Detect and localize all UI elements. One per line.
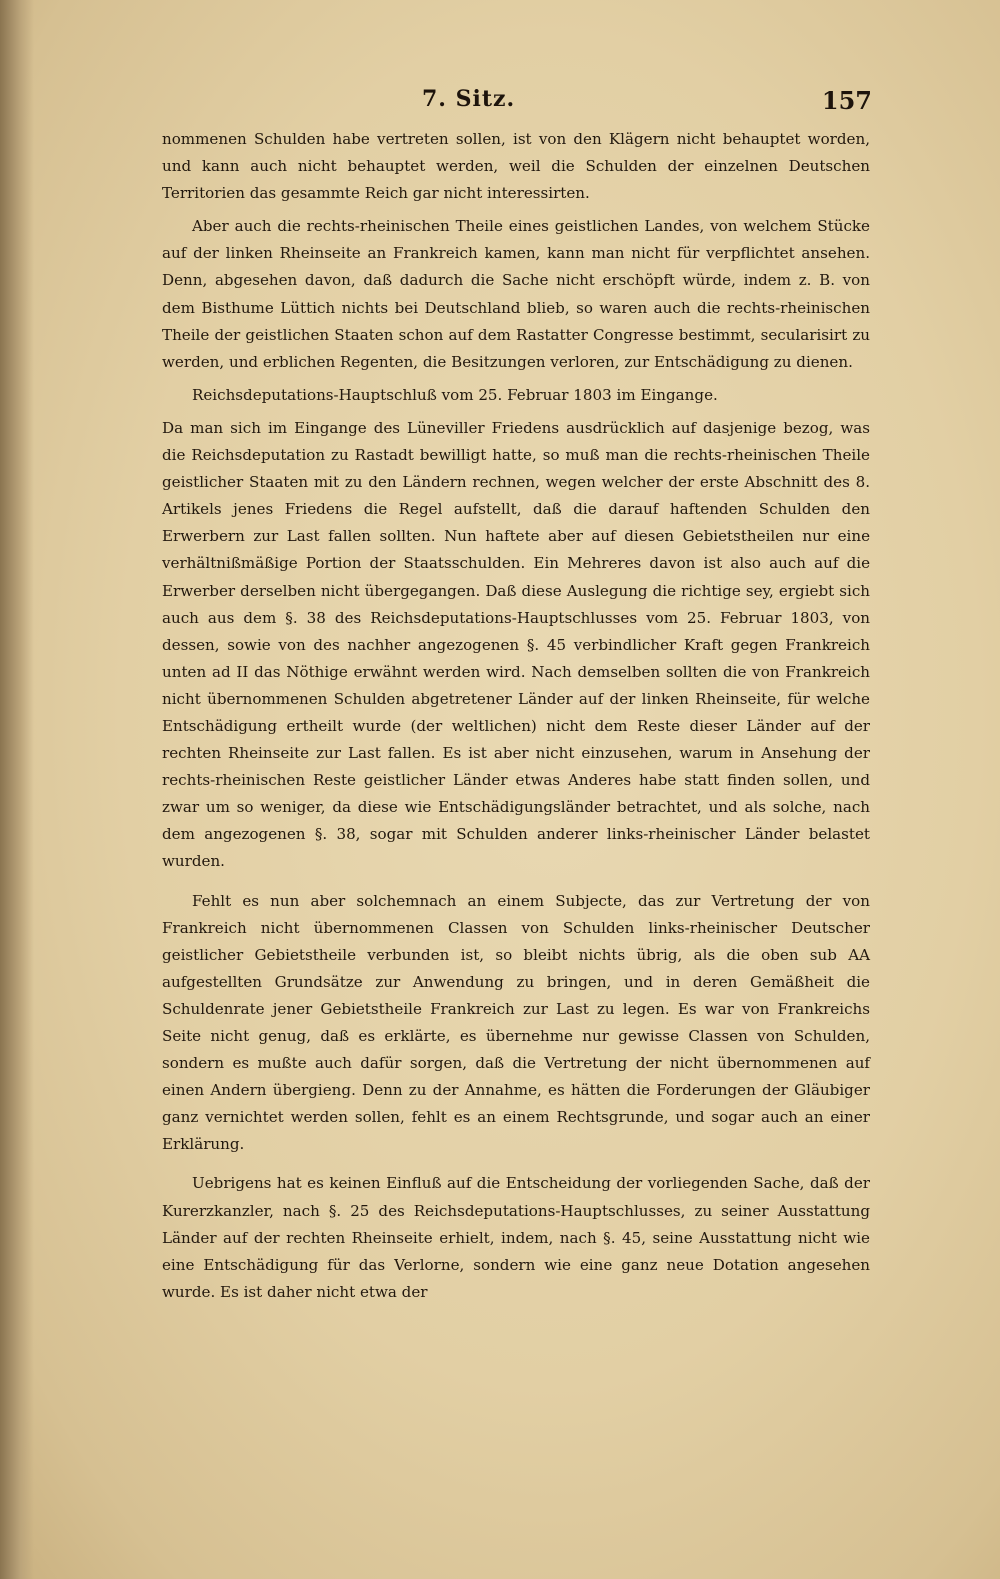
paragraph-1: nommenen Schulden habe vertreten sollen, ist von den Klägern nicht behauptet worden, und kann auch nicht behauptet werden, weil die Schulden der einzelnen Deutschen Territorien das gesammte Reich gar nicht interessirten. <box>162 130 870 203</box>
page-number: 157 <box>821 86 872 115</box>
paragraph-3-heading: Reichsdeputations-Hauptschluß vom 25. Februar 1803 im Eingange. <box>192 385 718 404</box>
paragraph-5: Fehlt es nun aber solchemnach an einem Subjecte, das zur Vertretung der von Frankreich nicht übernommenen Classen von Schulden links-rheinischer Deutscher geistlicher Gebietstheile verbunden ist, so bleibt nichts übrig, als die oben sub AA aufgestellten Grundsätze zur Anwendung zu bringen, und in deren Gemäßheit die Schuldenrate jener Gebietstheile Frankreich zur Last zu legen. Es war von Frankreichs Seite nicht genug, daß es erklärte, es übernehme nur gewisse Classen von Schulden, sondern es mußte auch dafür sorgen, daß die Vertretung der nicht übernommenen auf einen Andern übergieng. Denn zu der Annahme, es hätten die Forderungen der Gläubiger ganz vernichtet werden sollen, fehlt es an einem Rechtsgrunde, und sogar auch an einer Erklärung. <box>162 891 870 1154</box>
paragraph-6: Uebrigens hat es keinen Einfluß auf die Entscheidung der vorliegenden Sache, daß der Kurerzkanzler, nach §. 25 des Reichsdeputations-Hauptschlusses, zu seiner Ausstattung Länder auf der rechten Rheinseite erhielt, indem, nach §. 45, seine Ausstattung nicht wie eine Entschädigung für das Verlorne, sondern wie eine ganz neue Dotation angesehen wurde. Es ist daher nicht etwa der <box>162 1174 870 1301</box>
body-text <box>162 126 870 1312</box>
page-header <box>160 86 872 120</box>
paragraph-4: Da man sich im Eingange des Lüneviller Friedens ausdrücklich auf dasjenige bezog, was die Reichsdeputation zu Rastadt bewilligt hatte, so muß man die rechts-rheinischen Theile geistlicher Staaten mit zu den Ländern rechnen, wegen welcher der erste Abschnitt des 8. Artikels jenes Friedens die Regel aufstellt, daß die darauf haftenden Schulden den Erwerbern zur Last fallen sollten. Nun haftete aber auf diesen Gebietstheilen nur eine verhältnißmäßige Portion der Staatsschulden. Ein Mehreres davon ist also auch auf die Erwerber derselben nicht übergegangen. Daß diese Auslegung die richtige sey, ergiebt sich auch aus dem §. 38 des Reichsdeputations-Hauptschlusses vom 25. Februar 1803, von dessen, sowie von des nachher angezogenen §. 45 verbindlicher Kraft gegen Frankreich unten ad II das Nöthige erwähnt werden wird. Nach demselben sollten die von Frankreich nicht übernommenen Schulden abgetretener Länder auf der linken Rheinseite, für welche Entschädigung ertheilt wurde (der weltlichen) nicht dem Reste dieser Länder auf der rechten Rheinseite zur Last fallen. Es ist aber nicht einzusehen, warum in Ansehung der rechts-rheinischen Reste geistlicher Länder etwas Anderes habe statt finden sollen, und zwar um so weniger, da diese wie Entschädigungsländer betrachtet, und als solche, nach dem angezogenen §. 38, sogar mit Schulden anderer links-rheinischer Länder belastet wurden. <box>162 418 870 871</box>
paragraph-2: Aber auch die rechts-rheinischen Theile eines geistlichen Landes, von welchem Stücke auf der linken Rheinseite an Frankreich kamen, kann man nicht für verpflichtet ansehen. Denn, abgesehen davon, daß dadurch die Sache nicht erschöpft würde, indem z. B. von dem Bisthume Lüttich nichts bei Deutschland blieb, so waren auch die rechts-rheinischen Theile der geistlichen Staaten schon auf dem Rastatter Congresse bestimmt, secularisirt zu werden, und erblichen Regenten, die Besitzungen verloren, zur Entschädigung zu dienen. <box>162 217 870 371</box>
running-head-section: 7. Sitz. <box>422 86 516 112</box>
page-gutter-shadow <box>0 0 34 1579</box>
